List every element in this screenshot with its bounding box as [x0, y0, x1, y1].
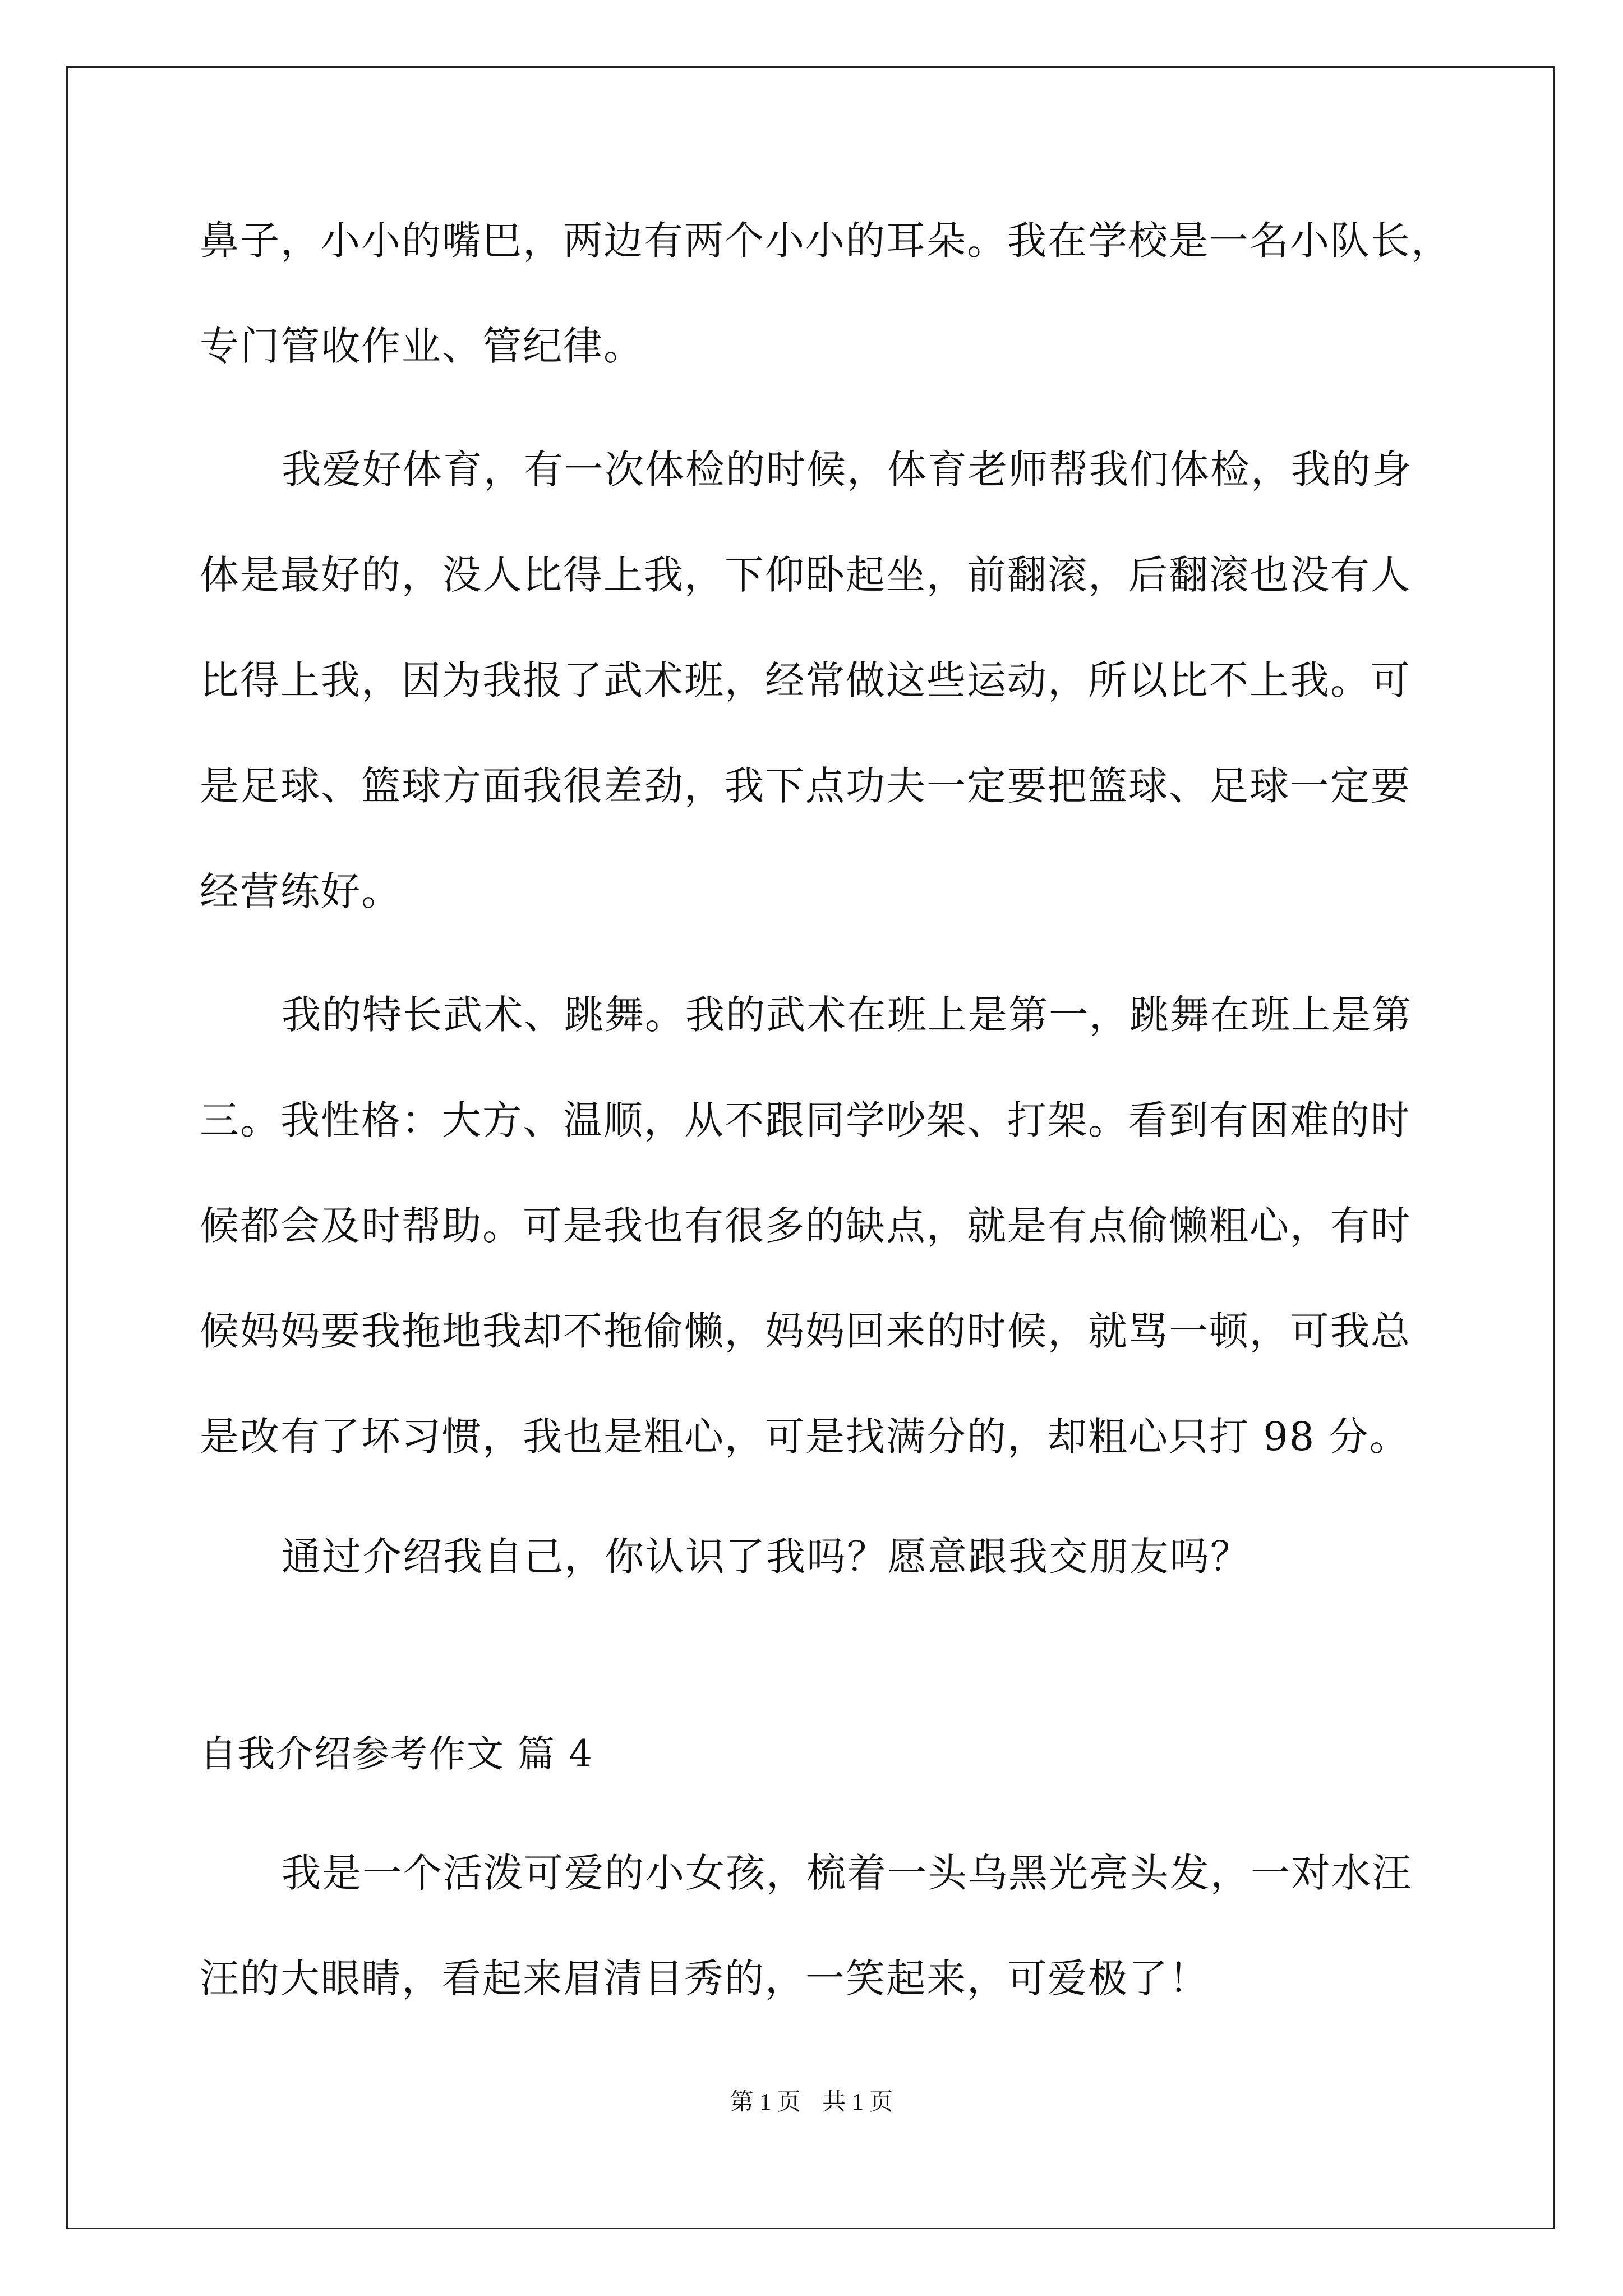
- paragraph-line: 候都会及时帮助。可是我也有很多的缺点，就是有点偷懒粗心，有时: [200, 1203, 1411, 1249]
- page-number-total: 共 1 页: [822, 2090, 893, 2115]
- section-heading: 自我介绍参考作文 篇 4: [200, 1732, 593, 1775]
- page-footer: [0, 2086, 1623, 2119]
- paragraph-line: 体是最好的，没人比得上我，下仰卧起坐，前翻滚，后翻滚也没有人: [200, 552, 1411, 598]
- page-border: [66, 66, 1555, 2229]
- paragraph-line: 候妈妈要我拖地我却不拖偷懒，妈妈回来的时候，就骂一顿，可我总: [200, 1308, 1411, 1354]
- paragraph-line: 是改有了坏习惯，我也是粗心，可是找满分的，却粗心只打 98 分。: [200, 1414, 1410, 1460]
- paragraph-line: 专门管收作业、管纪律。: [200, 323, 644, 369]
- paragraph-line: 是足球、篮球方面我很差劲，我下点功夫一定要把篮球、足球一定要: [200, 763, 1411, 809]
- paragraph-line: 三。我性格：大方、温顺，从不跟同学吵架、打架。看到有困难的时: [200, 1097, 1411, 1143]
- paragraph-line: 汪的大眼睛，看起来眉清目秀的，一笑起来，可爱极了！: [200, 1955, 1209, 2001]
- paragraph-line: 我的特长武术、跳舞。我的武术在班上是第一，跳舞在班上是第: [282, 992, 1412, 1038]
- paragraph-line: 经营练好。: [200, 868, 402, 914]
- page-number-current: 第 1 页: [730, 2090, 801, 2115]
- paragraph-line: 比得上我，因为我报了武术班，经常做这些运动，所以比不上我。可: [200, 657, 1411, 703]
- paragraph-line: 我爱好体育，有一次体检的时候，体育老师帮我们体检，我的身: [282, 447, 1412, 493]
- paragraph-line: 通过介绍我自己，你认识了我吗？愿意跟我交朋友吗？: [282, 1534, 1251, 1580]
- paragraph-line: 鼻子，小小的嘴巴，两边有两个小小的耳朵。我在学校是一名小队长，: [200, 218, 1451, 264]
- paragraph-line: 我是一个活泼可爱的小女孩，梳着一头乌黑光亮头发，一对水汪: [282, 1850, 1412, 1896]
